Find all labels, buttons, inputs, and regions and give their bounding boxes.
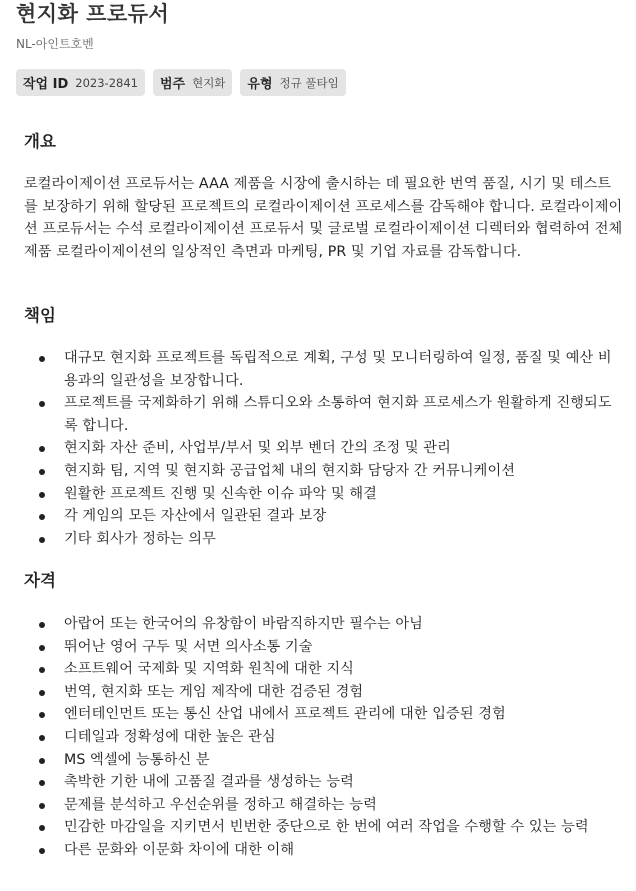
list-item: 각 게임의 모든 자산에서 일관된 결과 보장 xyxy=(24,505,622,528)
list-item: 현지화 팀, 지역 및 현지화 공급업체 내의 현지화 담당자 간 커뮤니케이션 xyxy=(24,460,622,483)
list-item: 번역, 현지화 또는 게임 제작에 대한 검증된 경험 xyxy=(24,681,622,704)
list-item: MS 엑셀에 능통하신 분 xyxy=(24,749,622,772)
list-item: 디테일과 정확성에 대한 높은 관심 xyxy=(24,726,622,749)
job-meta-chips xyxy=(16,69,346,96)
responsibilities-heading: 책임 xyxy=(24,306,56,325)
chip-job-id xyxy=(16,69,145,96)
chip-category-label: 범주 xyxy=(159,77,186,92)
qualifications-heading: 자격 xyxy=(24,571,56,590)
chip-job-id-value: 2023-2841 xyxy=(75,75,138,90)
list-item: 현지화 자산 준비, 사업부/부서 및 외부 벤더 간의 조정 및 관리 xyxy=(24,437,622,460)
list-item: 대규모 현지화 프로젝트를 독립적으로 계획, 구성 및 모니터링하여 일정, 품질 및 예산 비용과의 일관성을 보장합니다. xyxy=(24,347,622,392)
list-item: 아랍어 또는 한국어의 유창함이 바람직하지만 필수는 아님 xyxy=(24,613,622,636)
list-item: 민감한 마감일을 지키면서 빈번한 중단으로 한 번에 여러 작업을 수행할 수 있는 능력 xyxy=(24,816,622,839)
list-item: 뛰어난 영어 구두 및 서면 의사소통 기술 xyxy=(24,636,622,659)
job-title: 현지화 프로듀서 xyxy=(16,2,170,26)
chip-type xyxy=(240,69,345,96)
chip-job-id-label: 작업 ID xyxy=(23,77,69,92)
list-item: 소프트웨어 국제화 및 지역화 원칙에 대한 지식 xyxy=(24,658,622,681)
chip-category xyxy=(153,69,232,96)
chip-category-value: 현지화 xyxy=(192,75,226,90)
company-location: NL-아인트호벤 xyxy=(16,37,94,51)
list-item: 엔터테인먼트 또는 통신 산업 내에서 프로젝트 관리에 대한 입증된 경험 xyxy=(24,703,622,726)
list-item: 기타 회사가 정하는 의무 xyxy=(24,528,622,551)
overview-text: 로컬라이제이션 프로듀서는 AAA 제품을 시장에 출시하는 데 필요한 번역 품질, 시기 및 테스트를 보장하기 위해 할당된 프로젝트의 로컬라이제이션 프로세스를 감독해야 합니다. 로컬라이제이션 프로듀서는 수석 로컬라이제이션 프로듀서 및 글로벌 로컬라이제이션 디렉터와 협력하여 전체 제품 로컬라이제이션의 일상적인 측면과 마케팅, PR 및 기업 자료를 감독합니다. xyxy=(24,176,623,260)
list-item: 다른 문화와 이문화 차이에 대한 이해 xyxy=(24,839,622,862)
chip-type-value: 정규 풀타임 xyxy=(279,75,339,90)
responsibilities-list xyxy=(24,347,622,550)
list-item: 원활한 프로젝트 진행 및 신속한 이슈 파악 및 해결 xyxy=(24,483,622,506)
overview-heading: 개요 xyxy=(24,132,56,151)
qualifications-list xyxy=(24,613,622,862)
list-item: 촉박한 기한 내에 고품질 결과를 생성하는 능력 xyxy=(24,771,622,794)
list-item: 문제를 분석하고 우선순위를 정하고 해결하는 능력 xyxy=(24,794,622,817)
chip-type-label: 유형 xyxy=(247,77,273,92)
list-item: 프로젝트를 국제화하기 위해 스튜디오와 소통하여 현지화 프로세스가 원활하게 진행되도록 합니다. xyxy=(24,392,622,437)
